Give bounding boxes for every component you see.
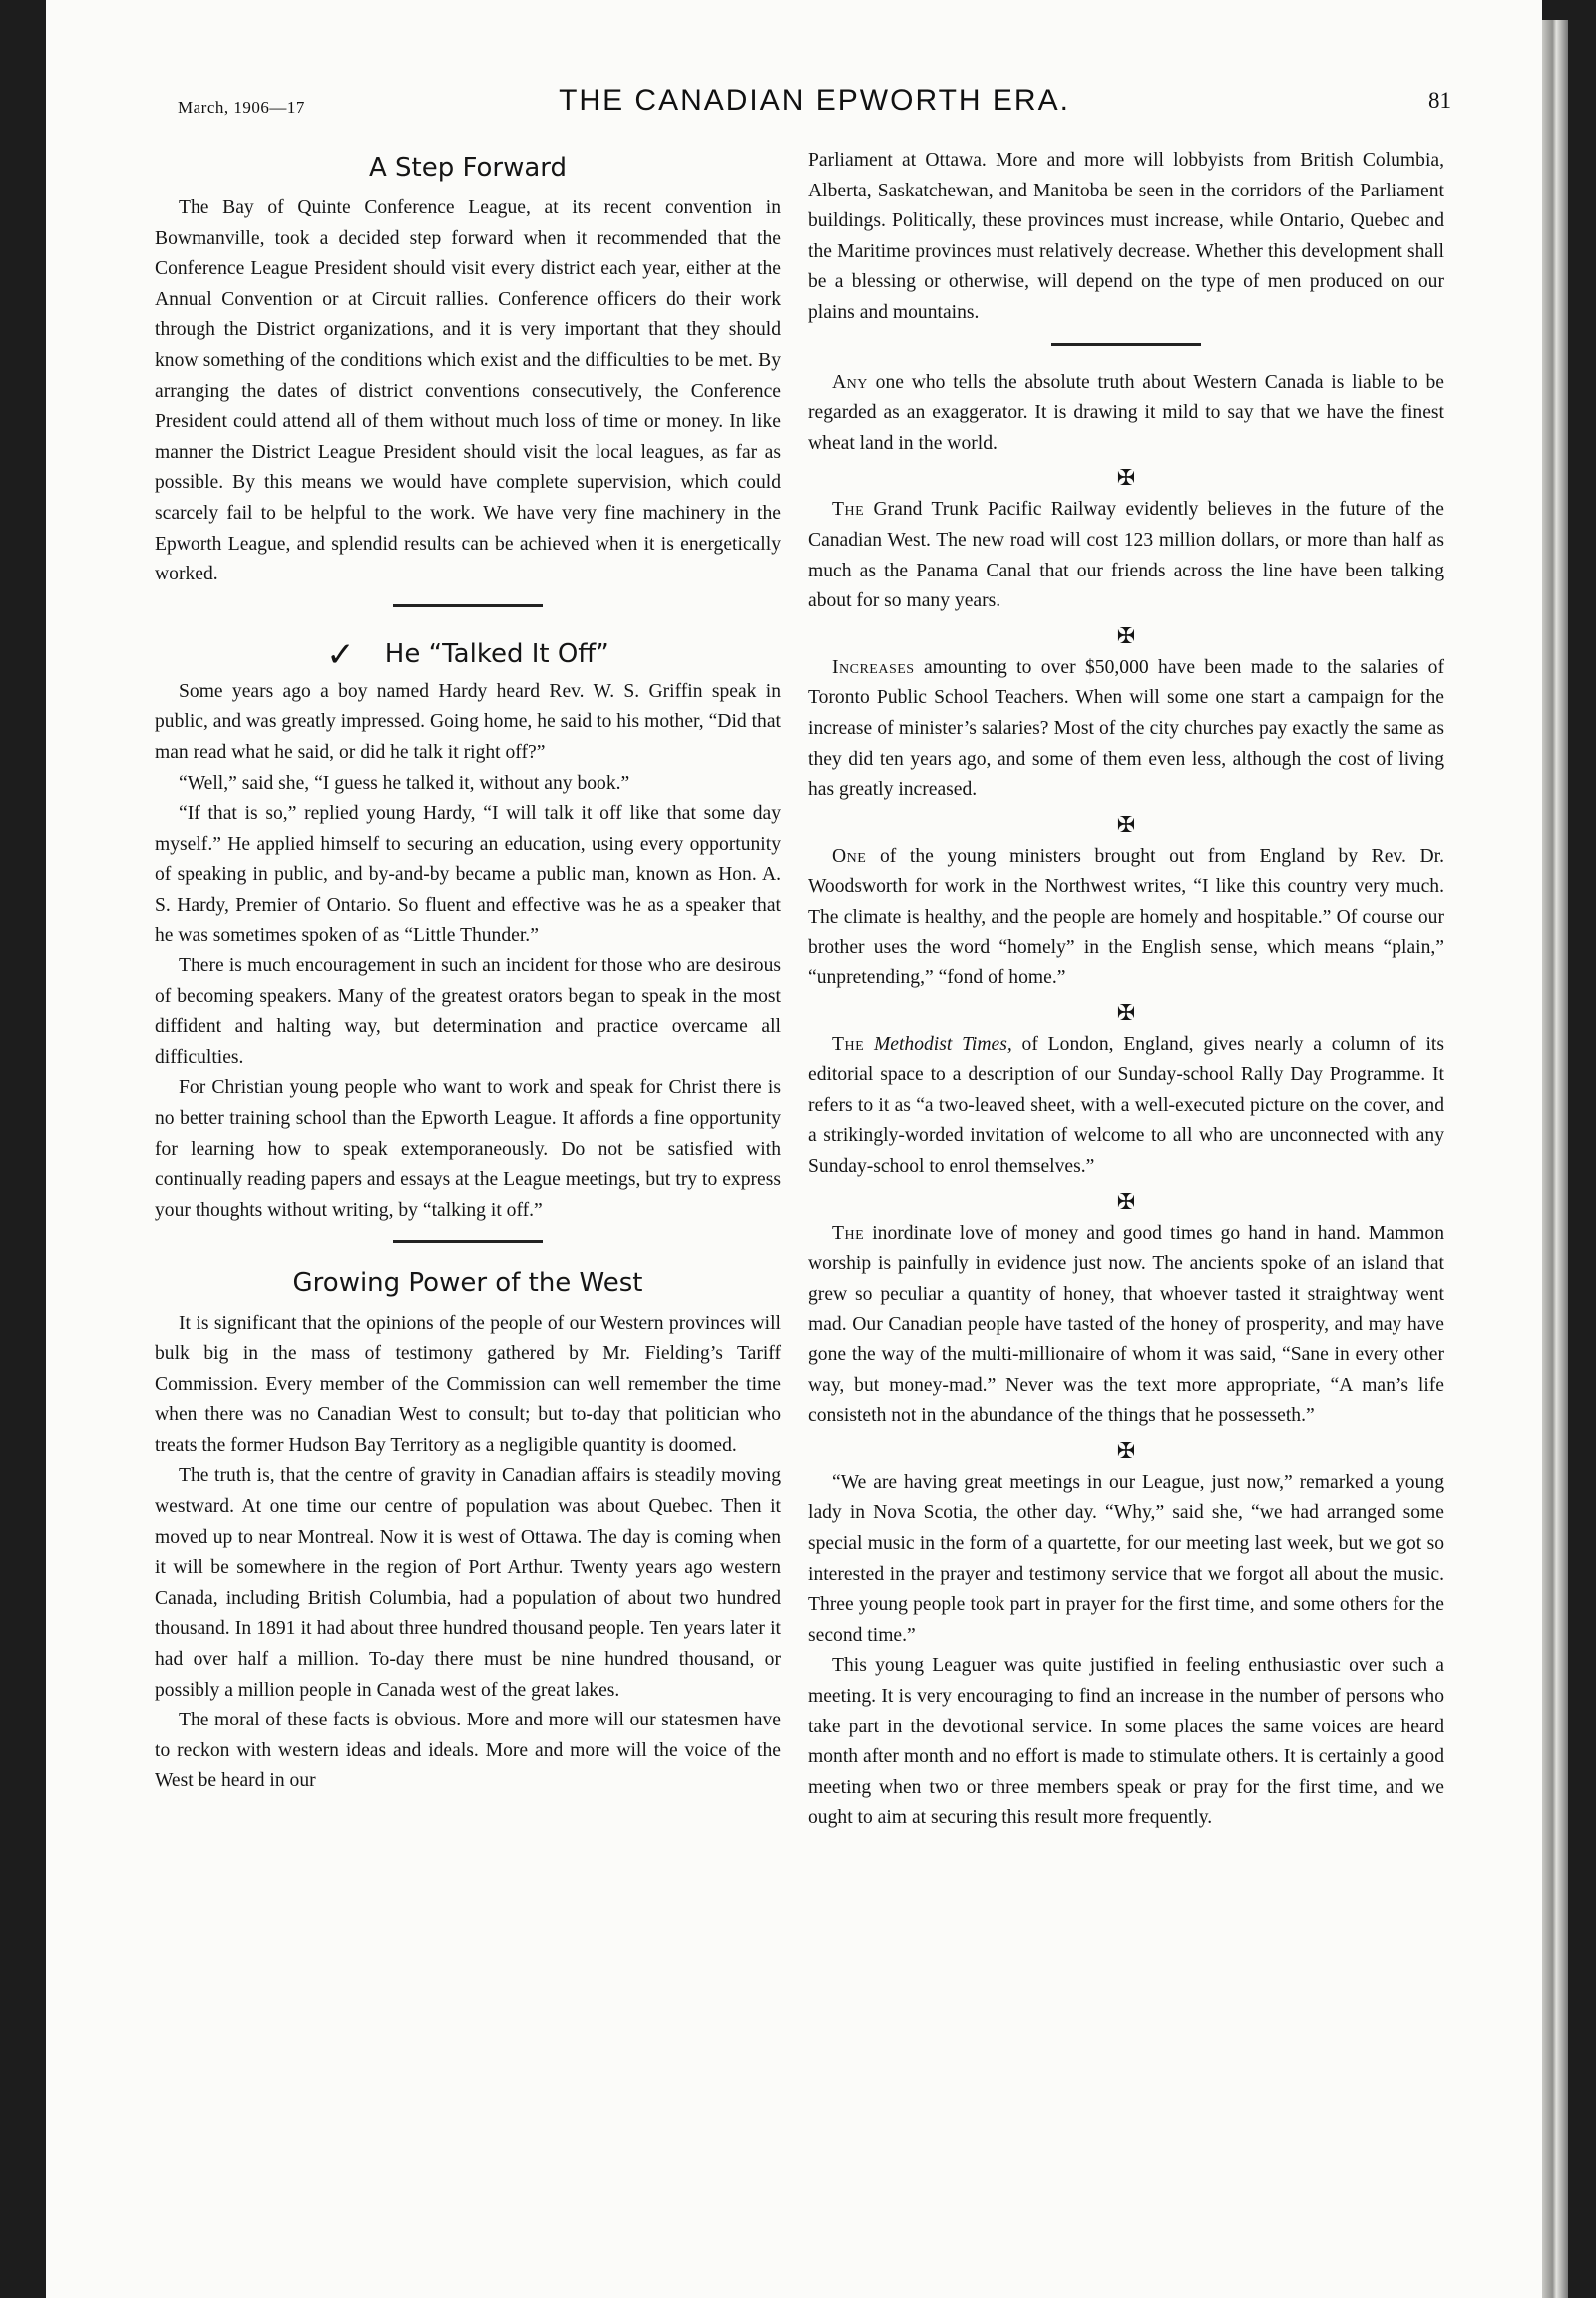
publication-name: Methodist Times, — [864, 1033, 1012, 1055]
left-column — [155, 150, 781, 1797]
news-item — [808, 368, 1444, 460]
news-item — [808, 1219, 1444, 1432]
section-divider — [393, 1240, 543, 1243]
paragraph: Some years ago a boy named Hardy heard Rev. W. S. Griffin speak in public, and was greatly impressed. Going home, he said to his mother, “Did that man read what he said, or did he talk it right off?” — [155, 680, 781, 763]
article-heading-step-forward: A Step Forward — [368, 153, 568, 183]
paragraph: The truth is, that the centre of gravity in Canadian affairs is steadily moving westward. At one time our centre of population was about Quebec. Then it moved up to near Montreal. Now it is west of Ottawa. The day is coming when it will be somewhere in the region of Port Arthur. Twenty years ago western Canada, including British Columbia, had a population of about two hundred thousand. In 1891 it had about three hundred thousand people. Ten years later it had over half a million. To-day there must be nine hundred thousand, or possibly a million people in Canada west of the great lakes. — [155, 1465, 781, 1701]
item-text: amounting to over $50,000 have been made to the salaries of Toronto Public School Teachers. When will some one start a campaign for the increase of minister’s salaries? Most of the city churches pay exactly the same as they did ten years ago, and some of them even less, although the cost of living has greatly increased. — [808, 656, 1444, 801]
item-text: Grand Trunk Pacific Railway evidently believes in the future of the Canadian West. The new road will cost 123 million dollars, or more than half as much as the Panama Canal that our friends across the line have been talking about for so many years. — [808, 499, 1444, 612]
paragraph: It is significant that the opinions of the people of our Western provinces will bulk big in the mass of testimony gathered by Mr. Fielding’s Tariff Commission. Every member of the Commission can well remember the time when there was no Canadian West to consult; but to-day that politician who treats the former Hudson Bay Territory as a negligible quantity is doomed. — [155, 1313, 781, 1456]
page-number: 81 — [1428, 88, 1451, 113]
news-item — [808, 842, 1444, 994]
article-heading-talked-it-off — [155, 633, 781, 675]
lead-word: One — [832, 845, 867, 867]
check-mark-icon: ✓ — [326, 634, 355, 675]
page-edge-shadow — [1542, 20, 1568, 2298]
item-text: one who tells the absolute truth about Western Canada is liable to be regarded as an exaggerator. It is drawing it mild to say that we have the finest wheat land in the world. — [808, 371, 1444, 454]
lead-word: Increases — [832, 656, 915, 678]
heading-text: He “Talked It Off” — [384, 638, 609, 669]
lead-word: The — [832, 499, 865, 521]
paragraph: “Well,” said she, “I guess he talked it, without any book.” — [179, 772, 630, 794]
lead-word: The — [832, 1222, 865, 1244]
paragraph-continued: Parliament at Ottawa. More and more will lobbyists from British Columbia, Alberta, Saskatchewan, and Manitoba be seen in the corridors of the Parliament buildings. Politically, these provinces must increase, while Ontario, Quebec and the Maritime provinces must relatively decrease. Whether this development shall be a blessing or otherwise, will depend on the type of men produced on our plains and mountains. — [808, 150, 1444, 323]
paragraph: “If that is so,” replied young Hardy, “I will talk it off like that some day myself.” He applied himself to securing an education, using every opportunity of speaking in public, and by-and-by became a public man, known as Hon. A. S. Hardy, Premier of Ontario. So fluent and effective was he as a speaker that he was sometimes spoken of as “Little Thunder.” — [155, 803, 781, 947]
article-heading-growing-power: Growing Power of the West — [292, 1268, 643, 1299]
paragraph: The Bay of Quinte Conference League, at its recent convention in Bowmanville, took a decided step forward when it recommended that the Conference League President should visit every district each year, either at the Annual Convention or at Circuit rallies. Conference officers do their work through the District organizations, and it is very important that they should know something of the conditions which exist and the difficulties to be met. By arranging the dates of district conventions consecutively, the Conference President could attend all of them without much loss of time or money. In like manner the District League President should visit the local leagues, as far as possible. By this means we would have complete supervision, which could scarcely fail to be helpful to the work. We have very fine machinery in the Epworth League, and splendid results can be achieved when it is energetically worked. — [155, 197, 781, 585]
maltese-cross-icon: ✠ — [1116, 465, 1136, 491]
item-text: of London, England, gives nearly a column of its editorial space to a description of our Sunday-school Rally Day Programme. It refers to it as “a two-leaved sheet, with a well-executed picture on the cover, and a strikingly-worded invitation of welcome to all who are unconnected with any Sunday-school to enrol themselves.” — [808, 1033, 1444, 1178]
right-column — [808, 146, 1444, 1834]
paragraph: For Christian young people who want to work and speak for Christ there is no better training school than the Epworth League. It affords a fine opportunity for learning how to speak extemporaneously. Do not be satisfied with continually reading papers and essays at the League meetings, but try to express your thoughts without writing, by “talking it off.” — [155, 1077, 781, 1221]
maltese-cross-icon: ✠ — [1116, 622, 1136, 648]
news-item — [808, 495, 1444, 616]
running-header — [178, 84, 1451, 134]
maltese-cross-icon: ✠ — [1116, 811, 1136, 837]
lead-word: Any — [832, 371, 868, 393]
paragraph: The moral of these facts is obvious. More and more will our statesmen have to reckon with western ideas and ideals. More and more will the voice of the West be heard in our — [155, 1710, 781, 1792]
maltese-cross-icon: ✠ — [1116, 1437, 1136, 1463]
magazine-title: THE CANADIAN EPWORTH ERA. — [559, 84, 1070, 117]
news-item: “We are having great meetings in our League, just now,” remarked a young lady in Nova Scotia, the other day. “Why,” said she, “we had arranged some special music in the form of a quartette, for our meeting last week, but we got so interested in the prayer and testimony service that we forgot all about the music. Three young people took part in prayer for the first time, and some others for the second time.” — [808, 1471, 1444, 1646]
paragraph: This young Leaguer was quite justified in feeling enthusiastic over such a meeting. It is very encouraging to find an increase in the number of persons who take part in the devotional service. In some places the same voices are heard month after month and no effort is made to stimulate others. It is certainly a good meeting when two or three members speak or pray for the first time, and we ought to aim at securing this result more frequently. — [808, 1655, 1444, 1829]
item-text: inordinate love of money and good times go hand in hand. Mammon worship is painfully in evidence just now. The ancients spoke of an island that grew so peculiar a quantity of honey, that whoever tasted it straightway went mad. Our Canadian people have tasted of the honey of prosperity, and may have gone the way of the multi-millionaire of whom it was said, “Sane in every other way, but money-mad.” Never was the text more appropriate, “A man’s life consisteth not in the abundance of the things that he possesseth.” — [808, 1222, 1444, 1427]
news-item — [808, 1030, 1444, 1183]
section-divider — [1051, 343, 1201, 346]
lead-word: The — [832, 1033, 865, 1055]
maltese-cross-icon: ✠ — [1116, 999, 1136, 1025]
news-item — [808, 653, 1444, 806]
maltese-cross-icon: ✠ — [1116, 1188, 1136, 1214]
paragraph: There is much encouragement in such an incident for those who are desirous of becoming speakers. Many of the greatest orators began to speak in the most diffident and halting way, but determination and practice overcame all difficulties. — [155, 956, 781, 1068]
issue-date: March, 1906—17 — [178, 98, 305, 117]
section-divider — [393, 604, 543, 607]
item-text: of the young ministers brought out from England by Rev. Dr. Woodsworth for work in the Northwest writes, “I like this country very much. The climate is healthy, and the people are homely and hospitable.” Of course our brother uses the word “homely” in the English sense, which means “plain,” “unpretending,” “fond of home.” — [808, 845, 1444, 989]
